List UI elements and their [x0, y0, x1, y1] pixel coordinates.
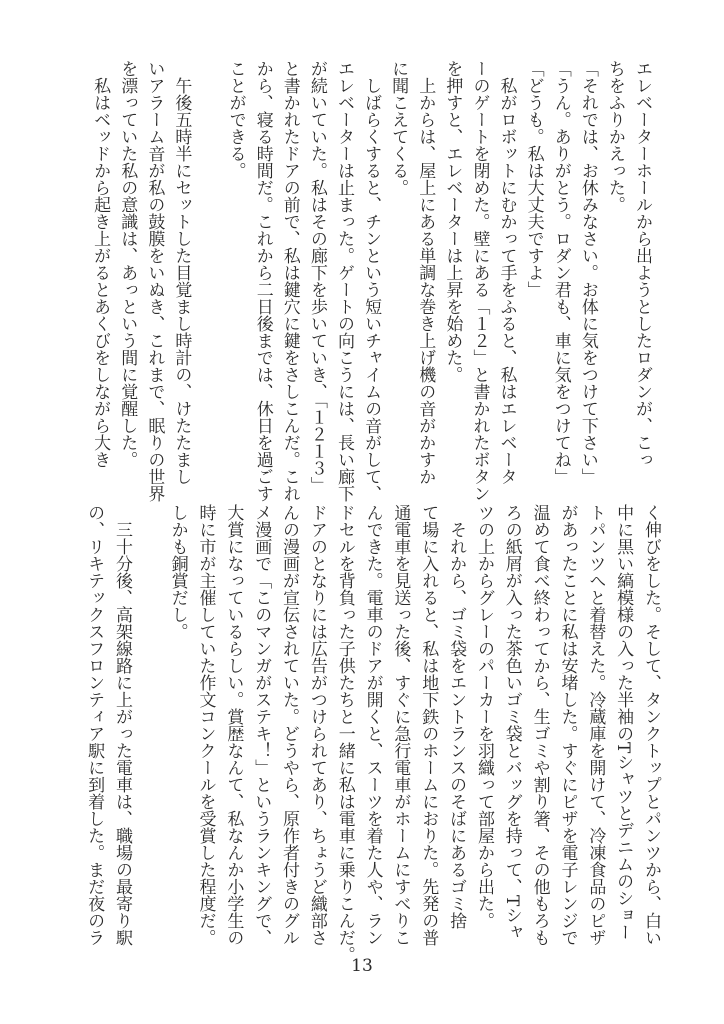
text-column: 「どうも。私は大丈夫ですよ」	[523, 60, 544, 298]
text-column: 「それでは、お休みなさい。お体に気をつけて下さい」	[577, 60, 598, 485]
text-column: ことができる。	[225, 60, 246, 179]
text-column: が続いていた。私はその廊下を歩いていき、「１２１３」	[306, 60, 327, 494]
text-column: から、寝る時間だ。これから二日後までは、休日を過ごす	[252, 60, 273, 502]
text-column: エレベーターホールから出ようとしたロダンが、こっ	[632, 60, 652, 468]
text-column: 上からは、屋上にある単調な巻き上げ機の音がかすか	[415, 60, 436, 485]
text-column: ろの紙屑が入った茶色いゴミ袋とバッグを持って、Tシャ	[501, 504, 522, 941]
text-column: 大賞になっているらしい。賞歴なんて、私なんか小学生の	[223, 504, 244, 946]
text-column: て場に入れると、私は地下鉄のホームにおりた。先発の普	[418, 504, 439, 946]
bottom-text-tier	[79, 504, 664, 963]
text-column: いアラーム音が私の鼓膜をいぬき、これまで、眠りの世界	[144, 60, 165, 502]
text-column: 通電車を見送った後、すぐに急行電車がホームにすべりこ	[390, 504, 411, 946]
blank-column	[135, 504, 163, 948]
text-column: く伸びをした。そして、タンクトップとパンツから、白い	[641, 504, 661, 946]
text-column: 中に黒い縞模様の入った半袖のTシャツとデニムのショー	[613, 504, 634, 941]
text-column: ドアのとなりには広告がつけられてあり、ちょうど織部さ	[306, 504, 327, 946]
text-column: 私はベッドから起き上がるとあくびをしながら大き	[90, 60, 111, 468]
text-column: があったことに私は安堵した。すぐにピザを電子レンジで	[557, 504, 578, 946]
top-text-tier	[86, 60, 655, 500]
text-column: ドセルを背負った子供たちと一緒に私は電車に乗りこんだ。	[334, 504, 355, 963]
text-column: に聞こえてくる。	[388, 60, 409, 196]
text-column: 三十分後、高架線路に上がった電車は、職場の最寄り駅	[111, 504, 132, 946]
text-column: 時に市が主催していた作文コンクールを受賞した程度だ。	[195, 504, 216, 946]
text-column: 私がロボットにむかって手をふると、私はエレベータ	[496, 60, 517, 485]
page-number: 13	[351, 956, 373, 976]
blank-column	[194, 60, 221, 500]
text-column: しかも銅賞だし。	[167, 504, 188, 640]
text-column: ーのゲートを閉めた。壁にある「１２」と書かれたボタン	[469, 60, 490, 502]
text-column: んできた。電車のドアが開くと、スーツを着た人や、ラン	[362, 504, 383, 946]
text-column: 温めて食べ終わってから、生ゴミや割り箸、その他もろも	[529, 504, 550, 946]
text-column: ツの上からグレーのパーカーを羽織って部屋から出た。	[473, 504, 494, 929]
text-column: しばらくすると、チンという短いチャイムの音がして、	[361, 60, 382, 502]
text-column: んの漫画が宣伝されていた。どうやら、原作者付きのグル	[279, 504, 300, 946]
text-column: 「うん。ありがとう。ロダン君も、車に気をつけてね」	[550, 60, 571, 485]
text-column: を漂っていた私の意識は、あっという間に覚醒した。	[117, 60, 138, 468]
text-column: の、リキテックスフロンティア駅に到着した。まだ夜のラ	[84, 504, 105, 946]
text-column: メ漫画で「このマンガがステキ！」というランキングで、	[251, 504, 272, 946]
text-column: を押すと、エレベーターは上昇を始めた。	[442, 60, 463, 383]
text-column: 午後五時半にセットした目覚まし時計の、けたたまし	[171, 60, 192, 485]
text-column: トパンツへと着替えた。冷蔵庫を開けて、冷凍食品のピザ	[585, 504, 606, 946]
text-column: それから、ゴミ袋をエントランスのそばにあるゴミ捨	[446, 504, 467, 929]
text-column: と書かれたドアの前で、私は鍵穴に鍵をさしこんだ。これ	[279, 60, 300, 502]
text-column: ちをふりかえった。	[604, 60, 625, 213]
text-column: エレベーターは止まった。ゲートの向こうには、長い廊下	[333, 60, 354, 502]
